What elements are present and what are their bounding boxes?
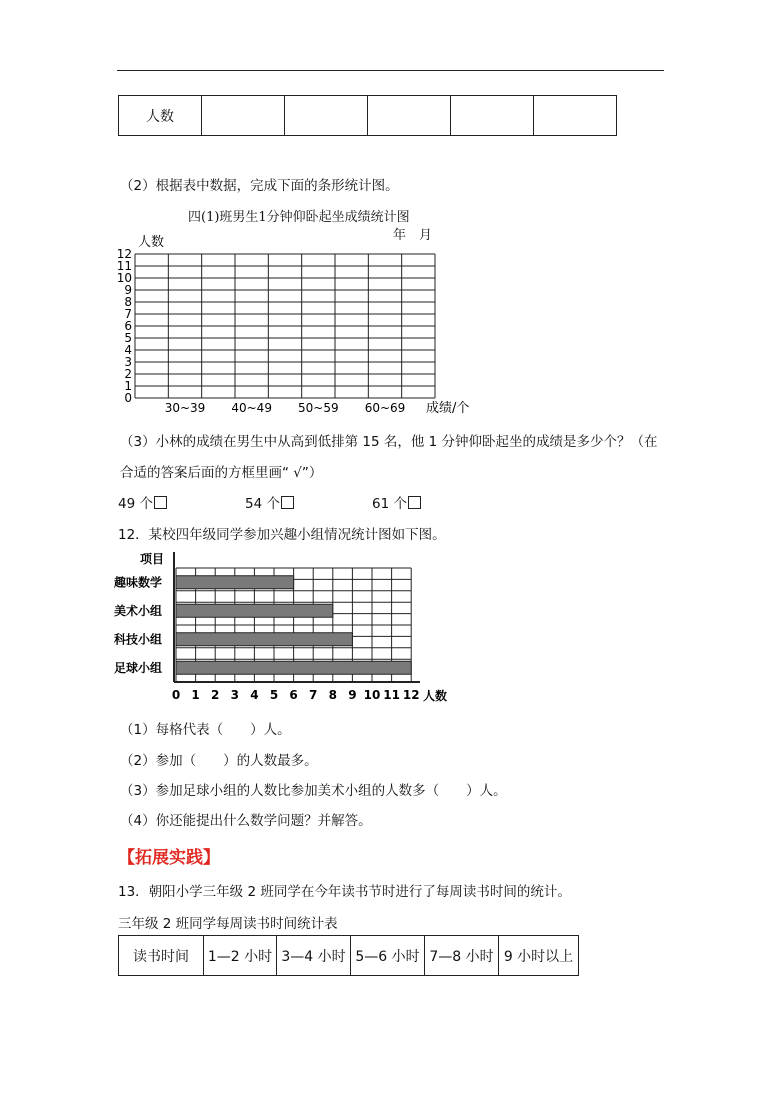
x-category-label: 40~49: [231, 401, 272, 415]
section-heading: 【拓展实践】: [118, 848, 220, 868]
answer-cell[interactable]: [285, 96, 368, 136]
y-tick-label: 10: [116, 271, 132, 285]
table2-title: 三年级 2 班同学每周读书时间统计表: [118, 916, 338, 932]
category-label: 美术小组: [114, 603, 163, 618]
question-2-text: （2）根据表中数据，完成下面的条形统计图。: [120, 178, 399, 194]
x-tick-label: 6: [289, 688, 298, 702]
x-tick-label: 11: [383, 688, 400, 702]
y-tick-label: 11: [116, 259, 132, 273]
question-3-line2: 合适的答案后面的方框里画“ √”）: [120, 465, 323, 481]
x-category-label: 60~69: [364, 401, 406, 415]
table-header-cell: 读书时间: [119, 936, 204, 976]
empty-bar-chart[interactable]: [110, 228, 480, 420]
table-header-cell: 5—6 小时: [351, 936, 425, 976]
y-tick-label: 9: [124, 283, 132, 297]
y-tick-label: 7: [124, 307, 132, 321]
x-tick-label: 12: [402, 688, 420, 702]
x-tick-label: 4: [250, 688, 259, 702]
y-tick-label: 3: [124, 355, 132, 369]
y-tick-label: 0: [124, 391, 132, 405]
bar-1: [176, 576, 294, 589]
table-header-row: [119, 936, 579, 976]
x-tick-label: 0: [171, 688, 181, 702]
x-tick-label: 5: [269, 688, 279, 702]
x-category-label: 50~59: [298, 401, 339, 415]
sub-question-1: （1）每格代表（ ）人。: [120, 722, 291, 738]
chart1-ylabel: 人数: [138, 235, 165, 250]
table-header-cell: 1—2 小时: [204, 936, 277, 976]
answer-cell[interactable]: [202, 96, 285, 136]
option-label: 54 个: [245, 496, 280, 512]
x-tick-label: 9: [348, 688, 357, 702]
checkbox-square[interactable]: [154, 496, 167, 509]
table-row-label: 人数: [119, 96, 202, 136]
top-rule: [117, 70, 664, 71]
chart2-ylabel: 项目: [140, 552, 165, 566]
interest-group-bar-chart: [110, 546, 460, 706]
answer-cell[interactable]: [368, 96, 451, 136]
answer-cell[interactable]: [451, 96, 534, 136]
table-row: [119, 96, 617, 136]
table-header-cell: 9 小时以上: [499, 936, 579, 976]
x-tick-label: 2: [211, 688, 220, 702]
x-tick-label: 8: [328, 688, 337, 702]
option-label: 49 个: [118, 496, 153, 512]
bar-4: [176, 661, 411, 674]
option-49: [118, 492, 167, 512]
checkbox-square[interactable]: [408, 496, 421, 509]
sub-question-3: （3）参加足球小组的人数比参加美术小组的人数多（ ）人。: [120, 783, 507, 799]
checkbox-square[interactable]: [281, 496, 294, 509]
table-header-cell: 7—8 小时: [425, 936, 499, 976]
option-54: [245, 492, 294, 512]
x-tick-label: 3: [230, 688, 239, 702]
chart1-xlabel: 成绩/个: [426, 401, 470, 416]
y-tick-label: 2: [124, 367, 132, 381]
question-12-text: 12．某校四年级同学参加兴趣小组情况统计图如下图。: [118, 527, 446, 543]
chart1-date: 年 月: [393, 228, 433, 243]
y-tick-label: 1: [124, 379, 132, 393]
y-tick-label: 4: [124, 343, 132, 357]
option-61: [372, 492, 421, 512]
chart1-title: 四(1)班男生1分钟仰卧起坐成绩统计图: [188, 210, 410, 225]
option-label: 61 个: [372, 496, 407, 512]
y-tick-label: 5: [124, 331, 132, 345]
sub-question-2: （2）参加（ ）的人数最多。: [120, 753, 318, 769]
category-label: 趣味数学: [114, 575, 163, 590]
sub-question-4: （4）你还能提出什么数学问题？并解答。: [120, 813, 372, 829]
chart2-xlabel: 人数: [423, 689, 448, 703]
x-tick-label: 10: [363, 688, 381, 702]
x-tick-label: 1: [191, 688, 200, 702]
y-tick-label: 12: [116, 247, 132, 261]
category-label: 科技小组: [114, 632, 163, 647]
answer-cell[interactable]: [534, 96, 617, 136]
score-table: [118, 95, 617, 136]
reading-time-table: [118, 935, 579, 976]
y-tick-label: 6: [124, 319, 132, 333]
y-tick-label: 8: [124, 295, 132, 309]
bar-2: [176, 604, 333, 617]
bar-3: [176, 633, 352, 646]
table-header-cell: 3—4 小时: [277, 936, 351, 976]
x-tick-label: 7: [309, 688, 318, 702]
question-13-text: 13．朝阳小学三年级 2 班同学在今年读书节时进行了每周读书时间的统计。: [118, 884, 571, 900]
x-category-label: 30~39: [164, 401, 206, 415]
category-label: 足球小组: [114, 660, 163, 675]
question-3-line1: （3）小林的成绩在男生中从高到低排第 15 名，他 1 分钟仰卧起坐的成绩是多少个？（在: [120, 434, 658, 450]
